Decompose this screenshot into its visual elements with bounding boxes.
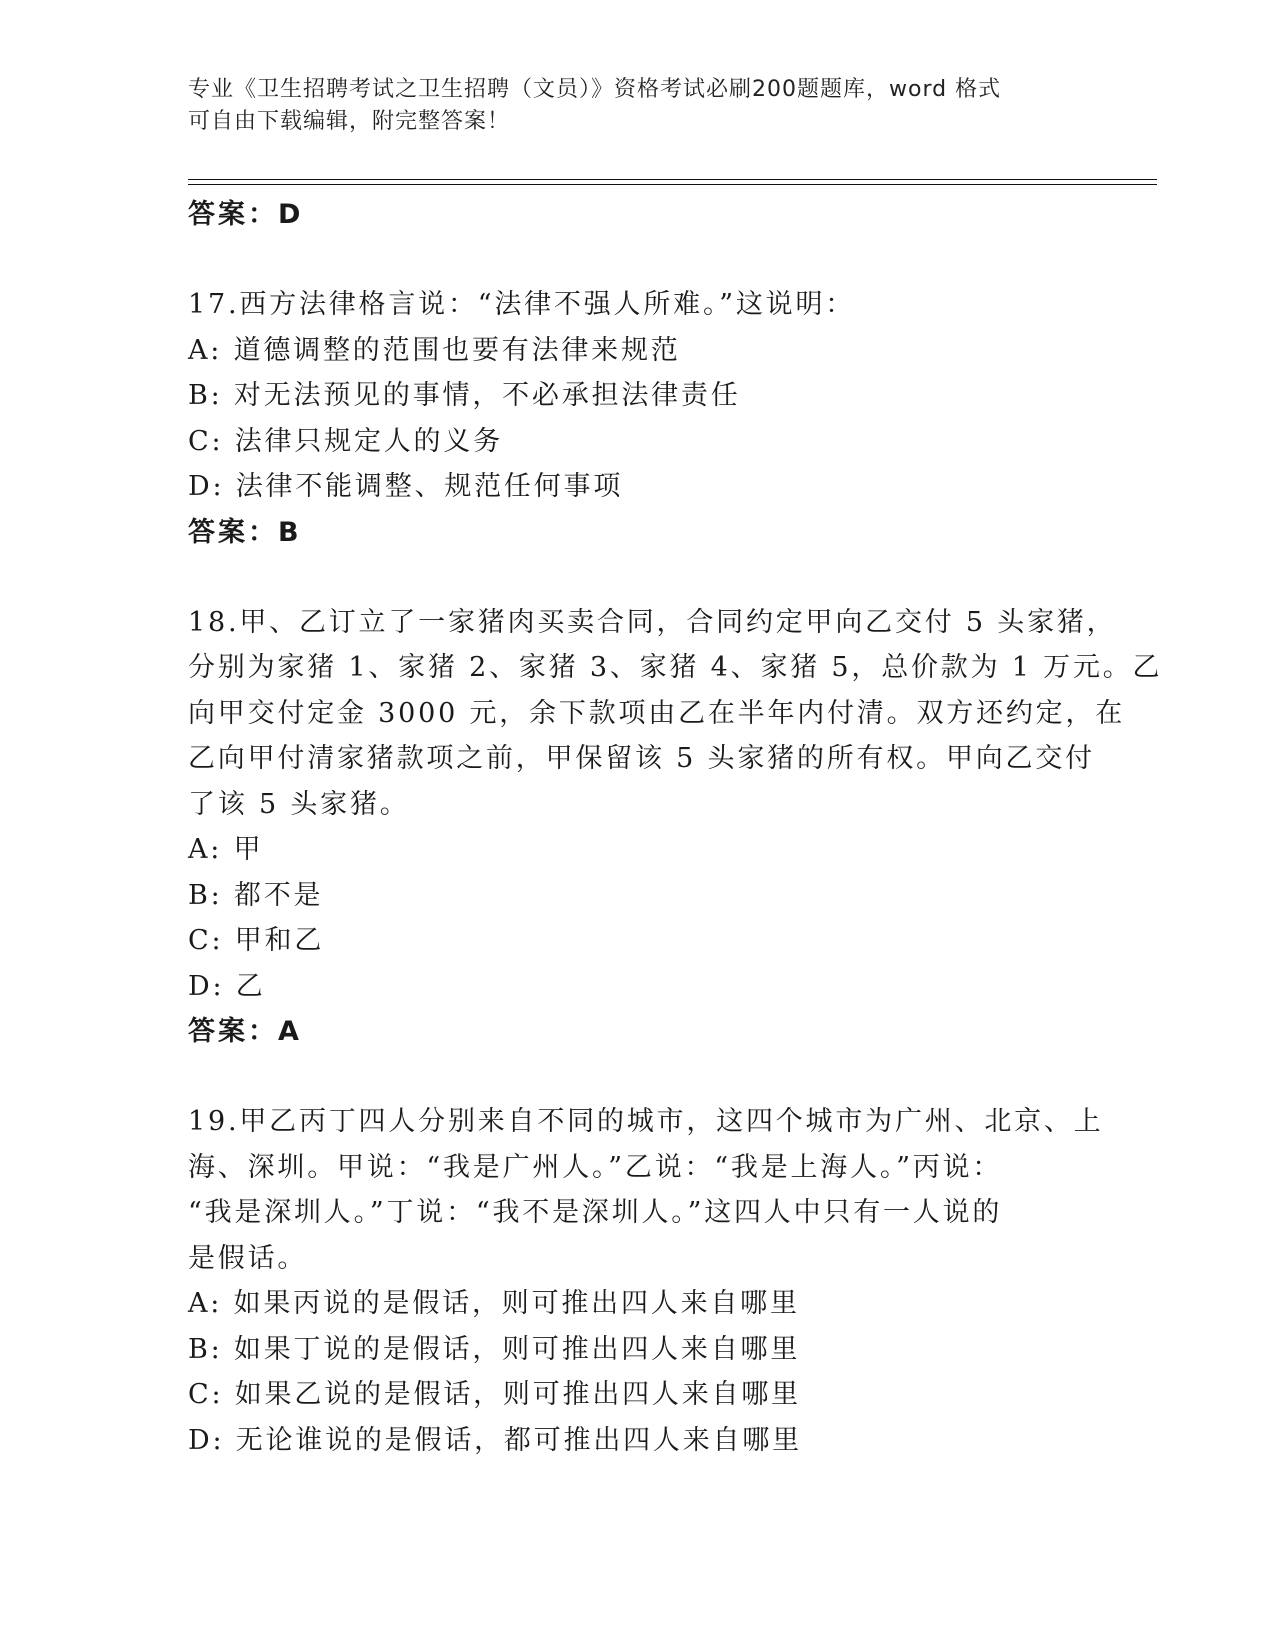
question-stem-line: 分别为家猪 1、家猪 2、家猪 3、家猪 4、家猪 5，总价款为 1 万元。乙 [188, 652, 1163, 683]
question-stem-line: 向甲交付定金 3000 元，余下款项由乙在半年内付清。双方还约定，在 [188, 697, 1126, 729]
option-c: C: 如果乙说的是假话，则可推出四人来自哪里 [188, 1379, 801, 1410]
option-d: D: 法律不能调整、规范任何事项 [188, 471, 624, 502]
document-body [188, 192, 1163, 1463]
option-c: C: 法律只规定人的义务 [188, 425, 503, 457]
question-stem-line: 19.甲乙丙丁四人分别来自不同的城市，这四个城市为广州、北京、上 [188, 1106, 1104, 1137]
question-stem [188, 600, 1163, 828]
question-stem [188, 282, 1088, 328]
question-stem-line: 18.甲、乙订立了一家猪肉买卖合同，合同约定甲向乙交付 5 头家猪， [188, 606, 1117, 638]
question-stem [188, 1099, 1104, 1281]
header-line-2: 可自由下载编辑，附完整答案！ [188, 109, 511, 134]
answer-line: 答案：D [188, 199, 304, 230]
option-c: C: 甲和乙 [188, 925, 325, 956]
answer-line: 答案：B [188, 516, 302, 548]
option-b: B: 对无法预见的事情，不必承担法律责任 [188, 380, 741, 411]
question-stem-line: 海、深圳。甲说：“我是广州人。”乙说：“我是上海人。”丙说： [188, 1151, 1003, 1183]
option-a: A: 如果丙说的是假话，则可推出四人来自哪里 [188, 1288, 800, 1319]
option-a: A: 道德调整的范围也要有法律来规范 [188, 334, 681, 366]
option-d: D: 乙 [188, 970, 266, 1002]
question-stem-line: 乙向甲付清家猪款项之前，甲保留该 5 头家猪的所有权。甲向乙交付 [188, 743, 1095, 774]
header-line-1: 专业《卫生招聘考试之卫生招聘（文员）》资格考试必刷200题题库，word 格式 [188, 77, 1002, 102]
question-stem-line: 了该 5 头家猪。 [188, 788, 410, 820]
option-b: B: 都不是 [188, 879, 324, 911]
question-17 [188, 282, 1088, 556]
question-stem-line: 17.西方法律格言说：“法律不强人所难。”这说明： [188, 289, 856, 320]
question-18 [188, 600, 1163, 1056]
question-stem-line: “我是深圳人。”丁说：“我不是深圳人。”这四人中只有一人说的 [188, 1197, 1003, 1228]
header-rule-top [188, 179, 1157, 180]
document-header [188, 74, 1068, 138]
answer-line: 答案：A [188, 1016, 302, 1047]
option-a: A: 甲 [188, 834, 264, 865]
question-19 [188, 1099, 1104, 1463]
question-stem-line: 是假话。 [188, 1242, 308, 1274]
option-d: D: 无论谁说的是假话，都可推出四人来自哪里 [188, 1424, 802, 1456]
option-b: B: 如果丁说的是假话，则可推出四人来自哪里 [188, 1333, 801, 1365]
header-rule-bottom [188, 184, 1157, 185]
